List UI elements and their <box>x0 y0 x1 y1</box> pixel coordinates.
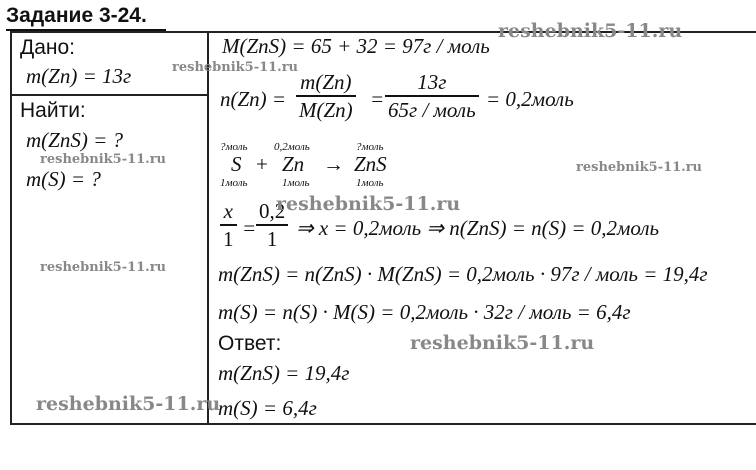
answer-mass-zns: m(ZnS) = 19,4г <box>218 361 350 385</box>
amount-zn-lhs: n(Zn) = <box>220 87 287 111</box>
reaction-arrow: → <box>323 152 344 176</box>
fraction-denominator: 1 <box>266 226 278 251</box>
find-header: Найти: <box>20 99 86 122</box>
fraction-13g-over-65 <box>385 70 479 122</box>
zn-amount-above: 0,2моль <box>274 141 310 153</box>
answer-label: Ответ: <box>218 332 282 355</box>
zn-amount-below: 1моль <box>282 177 310 189</box>
find-mass-zns: m(ZnS) = ? <box>26 128 124 152</box>
watermark-proportion: reshebnik5-11.ru <box>276 193 461 215</box>
watermark-find: reshebnik5-11.ru <box>40 152 167 167</box>
watermark-given: reshebnik5-11.ru <box>172 60 299 75</box>
fraction-denominator: 1 <box>223 226 234 251</box>
watermark-bottom-left: reshebnik5-11.ru <box>36 393 221 415</box>
fraction-numerator: 13г <box>417 70 447 94</box>
watermark-left-middle: reshebnik5-11.ru <box>40 260 167 275</box>
given-column-divider <box>207 31 209 424</box>
zn-formula: Zn <box>282 152 305 176</box>
fraction-denominator: M(Zn) <box>299 97 353 122</box>
given-find-separator <box>10 94 207 96</box>
zns-amount-below: 1моль <box>356 177 384 189</box>
amount-zn-equals: = <box>370 87 385 111</box>
zns-formula: ZnS <box>354 152 387 176</box>
amount-zn-result: = 0,2моль <box>486 87 574 111</box>
fraction-mass-over-molar <box>296 70 356 122</box>
s-amount-below: 1моль <box>220 177 248 189</box>
plus-sign: + <box>256 152 268 176</box>
fraction-denominator: 65г / моль <box>388 97 476 122</box>
frame-left-border <box>10 31 12 424</box>
proportion-equals: = <box>242 216 257 240</box>
fraction-numerator: x <box>223 199 233 223</box>
watermark-top-right: reshebnik5-11.ru <box>498 20 683 42</box>
given-header: Дано: <box>20 36 76 59</box>
watermark-answer: reshebnik5-11.ru <box>410 332 595 354</box>
fraction-numerator: 0,2 <box>259 199 286 223</box>
s-formula: S <box>231 152 242 176</box>
fraction-numerator: m(Zn) <box>300 70 352 94</box>
answer-mass-s: m(S) = 6,4г <box>218 396 317 420</box>
proportion-result: ⇒ x = 0,2моль ⇒ n(ZnS) = n(S) = 0,2моль <box>296 216 660 240</box>
given-mass-zn: m(Zn) = 13г <box>26 64 132 88</box>
zns-amount-above: ?моль <box>356 141 384 153</box>
find-mass-s: m(S) = ? <box>26 167 101 191</box>
mass-s-calculation: m(S) = n(S) · M(S) = 0,2моль · 32г / моль = 6,4г <box>218 300 631 324</box>
s-amount-above: ?моль <box>220 141 248 153</box>
task-title: Задание 3-24. <box>6 4 147 27</box>
frame-bottom-border <box>10 423 756 425</box>
molar-mass-line: M(ZnS) = 65 + 32 = 97г / моль <box>222 34 490 58</box>
fraction-x-over-1 <box>220 199 237 251</box>
watermark-reaction-right: reshebnik5-11.ru <box>576 160 703 175</box>
mass-zns-calculation: m(ZnS) = n(ZnS) · M(ZnS) = 0,2моль · 97г / моль = 19,4г <box>218 262 708 286</box>
